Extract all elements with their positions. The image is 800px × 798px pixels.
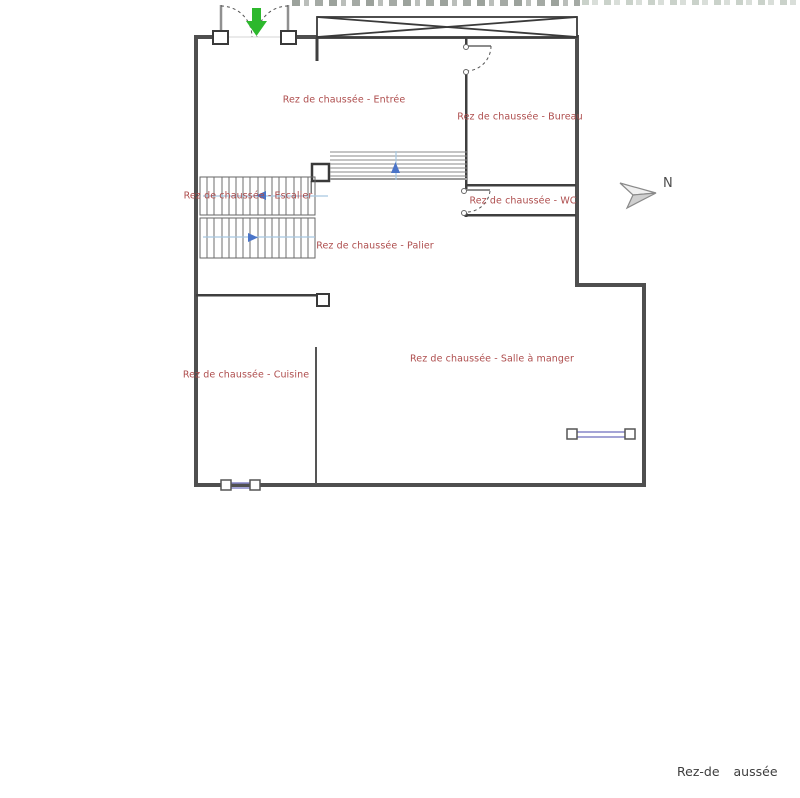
room-label-palier: Rez de chaussée - Palier [316,240,434,252]
entrance-hinge-right [281,31,296,44]
bureau-door-swing-arc [466,46,491,71]
room-label-escalier: Rez de chaussée - Escalier [183,190,313,202]
room-label-bureau: Rez de chaussée - Bureau [457,111,583,123]
floor-caption-part1: Rez-de [677,764,720,779]
north-arrow-lower-face [627,193,656,208]
bureau-door [464,45,492,75]
crossed-opening-box [317,17,577,37]
floor-caption [677,764,778,779]
outer-walls [194,35,646,487]
bureau-door-hinge-top [464,45,469,50]
wc-door-hinge-bottom [462,211,467,216]
compass-north-label: N [663,176,673,191]
stair-right-arrow-icon [248,233,258,242]
bureau-door-hinge-bottom [464,70,469,75]
north-arrow-icon [620,183,656,208]
entry-direction-arrow-icon [246,8,267,36]
room-label-wc: Rez de chaussée - WC [469,195,577,207]
radiator-dining [567,429,635,439]
room-label-entree: Rez de chaussée - Entrée [282,94,406,106]
entrance-hinge-left [213,31,228,44]
room-label-salle-a-manger: Rez de chaussée - Salle à manger [410,353,574,365]
wc-door-hinge-top [462,189,467,194]
entrance-double-door [213,5,296,44]
radiator-dining-lines [577,432,625,437]
cuisine-wall-post [317,294,329,306]
floor-caption-part2: aussée [733,764,778,779]
radiator-dining-end-left [567,429,577,439]
stair-lower-flight-treads [207,218,308,258]
radiator-kitchen-end-left [221,480,231,490]
radiator-kitchen-end-right [250,480,260,490]
radiator-dining-end-right [625,429,635,439]
room-label-cuisine: Rez de chaussée - Cuisine [182,369,310,381]
